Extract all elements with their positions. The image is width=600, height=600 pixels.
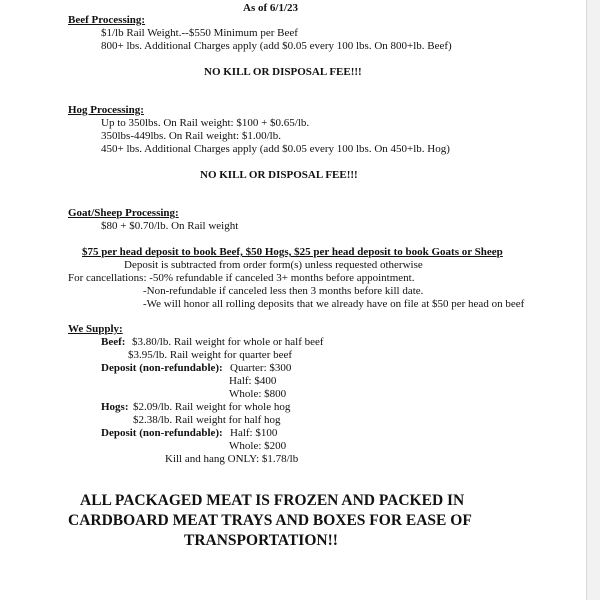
goat-sheep-processing-line-1: $80 + $0.70/lb. On Rail weight — [101, 220, 239, 232]
supply-hogs-half: $2.38/lb. Rail weight for half hog — [133, 414, 281, 426]
supply-beef-deposit-half: Half: $400 — [229, 375, 277, 387]
deposit-subtracted-note: Deposit is subtracted from order form(s) unless requested otherwise — [124, 259, 423, 271]
hog-processing-line-3: 450+ lbs. Additional Charges apply (add $0.05 every 100 lbs. On 450+lb. Hog) — [101, 143, 450, 155]
supply-beef-deposit-quarter: Quarter: $300 — [230, 362, 292, 374]
deposit-headline: $75 per head deposit to book Beef, $50 Hogs, $25 per head deposit to book Goats or Sheep — [82, 246, 503, 258]
supply-beef-deposit-whole: Whole: $800 — [229, 388, 287, 400]
supply-beef-deposit-label: Deposit (non-refundable): — [101, 362, 223, 374]
as-of-date: As of 6/1/23 — [243, 2, 298, 14]
supply-hogs-whole: $2.09/lb. Rail weight for whole hog — [133, 401, 291, 413]
supply-beef-whole-half: $3.80/lb. Rail weight for whole or half beef — [132, 336, 324, 348]
hog-no-kill-notice: NO KILL OR DISPOSAL FEE!!! — [200, 169, 358, 181]
hog-processing-line-1: Up to 350lbs. On Rail weight: $100 + $0.65/lb. — [101, 117, 310, 129]
cancellation-non-refundable: -Non-refundable if canceled less then 3 months before kill date. — [143, 285, 424, 297]
rolling-deposit-note: -We will honor all rolling deposits that we already have on file at $50 per head on beef — [143, 298, 525, 310]
supply-hogs-deposit-label: Deposit (non-refundable): — [101, 427, 223, 439]
goat-sheep-processing-heading: Goat/Sheep Processing: — [68, 207, 179, 219]
supply-beef-quarter: $3.95/lb. Rail weight for quarter beef — [128, 349, 293, 361]
supply-kill-and-hang: Kill and hang ONLY: $1.78/lb — [165, 453, 299, 465]
footer-notice-line-2: CARDBOARD MEAT TRAYS AND BOXES FOR EASE OF — [68, 512, 472, 529]
supply-hogs-deposit-whole: Whole: $200 — [229, 440, 287, 452]
supply-hogs-label: Hogs: — [101, 401, 129, 413]
hog-processing-line-2: 350lbs-449lbs. On Rail weight: $1.00/lb. — [101, 130, 281, 142]
we-supply-heading: We Supply: — [68, 323, 123, 335]
footer-notice-line-3: TRANSPORTATION!! — [184, 532, 338, 549]
beef-no-kill-notice: NO KILL OR DISPOSAL FEE!!! — [204, 66, 362, 78]
supply-hogs-deposit-half: Half: $100 — [230, 427, 278, 439]
supply-beef-label: Beef: — [101, 336, 126, 348]
beef-processing-line-2: 800+ lbs. Additional Charges apply (add $0.05 every 100 lbs. On 800+lb. Beef) — [101, 40, 452, 52]
cancellation-policy: For cancellations: -50% refundable if canceled 3+ months before appointment. — [68, 272, 415, 284]
footer-notice-line-1: ALL PACKAGED MEAT IS FROZEN AND PACKED IN — [80, 492, 465, 509]
beef-processing-heading: Beef Processing: — [68, 14, 146, 26]
hog-processing-heading: Hog Processing: — [68, 104, 144, 116]
beef-processing-line-1: $1/lb Rail Weight.--$550 Minimum per Beef — [101, 27, 298, 39]
